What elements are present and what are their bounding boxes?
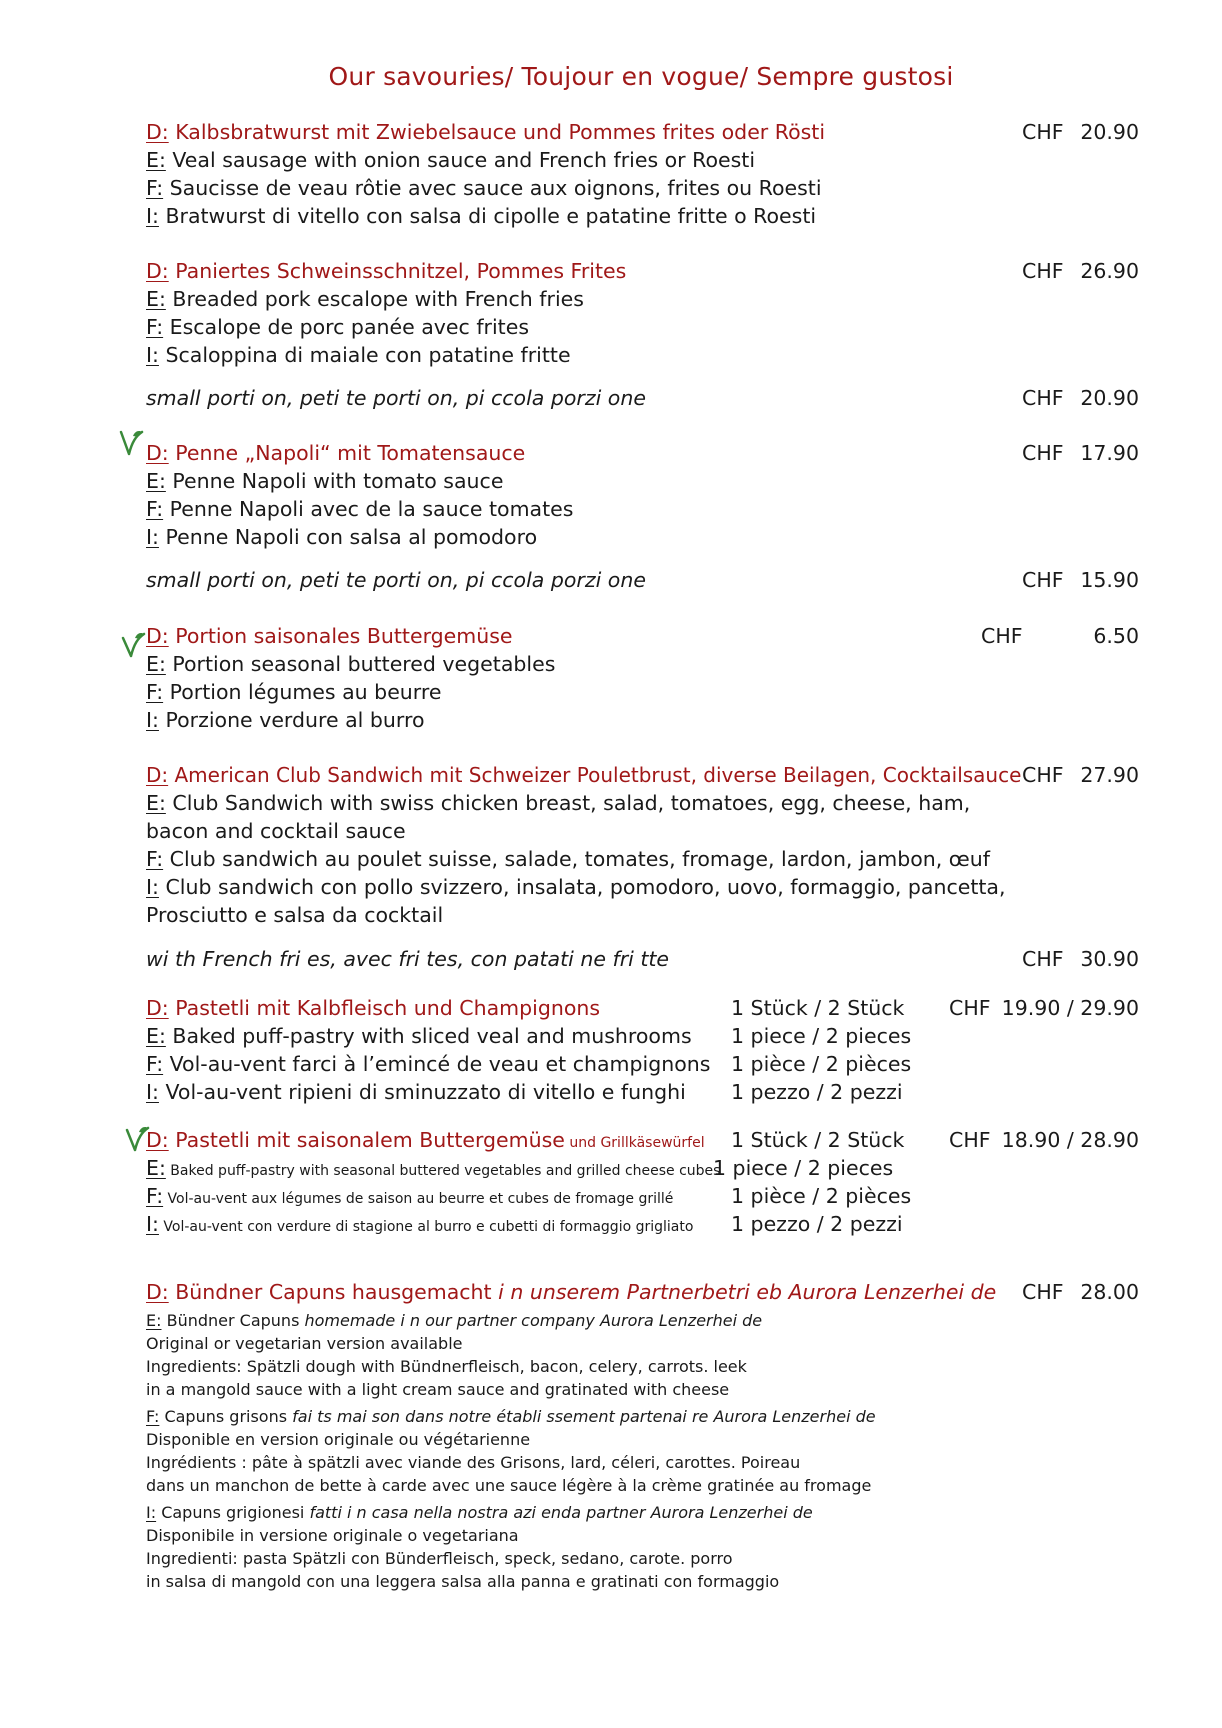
item-ingredients-en: Ingredients: Spätzli dough with Bündnerfleisch, bacon, celery, carrots. leek [146, 1357, 747, 1376]
item-name-de: D: American Club Sandwich mit Schweizer Pouletbrust, diverse Beilagen, Cocktailsauce [146, 763, 1022, 787]
item-name-de: D: Bündner Capuns hausgemacht i n unserem Partnerbetri eb Aurora Lenzerhei de [146, 1280, 997, 1304]
item-name-de: D: Kalbsbratwurst mit Zwiebelsauce und Pommes frites oder Rösti [146, 120, 826, 144]
quantity-de: 1 Stück / 2 Stück [731, 996, 905, 1020]
quantity-fr: 1 pièce / 2 pièces [731, 1052, 912, 1076]
item-name-fr: F: Capuns grisons fai ts mai son dans notre établi ssement partenai re Aurora Lenzerhei de [146, 1407, 876, 1426]
currency-label: CHF [1022, 386, 1064, 410]
item-name-it: I: Vol-au-vent ripieni di sminuzzato di vitello e funghi [146, 1080, 686, 1104]
item-name-en: E: Baked puff-pastry with seasonal buttered vegetables and grilled cheese cubes [146, 1156, 721, 1180]
item-name-en-cont: bacon and cocktail sauce [146, 819, 406, 843]
item-name-fr: F: Vol-au-vent aux légumes de saison au beurre et cubes de fromage grillé [146, 1184, 674, 1208]
currency-label: CHF [1022, 947, 1064, 971]
item-ingredients-en-cont: in a mangold sauce with a light cream sauce and gratinated with cheese [146, 1380, 730, 1399]
item-name-en: E: Bündner Capuns homemade i n our partner company Aurora Lenzerhei de [146, 1311, 763, 1330]
item-desc-fr: Disponible en version originale ou végétarienne [146, 1430, 531, 1449]
currency-label: CHF [1022, 120, 1064, 144]
vegetarian-leaf-icon [118, 428, 144, 456]
currency-label: CHF [981, 624, 1023, 648]
item-ingredients-it: Ingredienti: pasta Spätzli con Bünderfleisch, speck, sedano, carote. porro [146, 1549, 733, 1568]
item-price: 27.90 [1080, 763, 1139, 787]
item-name-it-cont: Prosciutto e salsa da cocktail [146, 903, 444, 927]
item-name-it: I: Vol-au-vent con verdure di stagione al burro e cubetti di formaggio grigliato [146, 1212, 694, 1236]
item-name-fr: F: Club sandwich au poulet suisse, salade, tomates, fromage, lardon, jambon, œuf [146, 847, 990, 871]
item-price: 20.90 [1080, 120, 1139, 144]
small-portion-price: 15.90 [1080, 568, 1139, 592]
item-name-fr: F: Saucisse de veau rôtie avec sauce aux oignons, frites ou Roesti [146, 176, 822, 200]
quantity-en: 1 piece / 2 pieces [713, 1156, 894, 1180]
item-name-it: I: Penne Napoli con salsa al pomodoro [146, 525, 538, 549]
item-price: 18.90 / 28.90 [1001, 1128, 1139, 1152]
currency-label: CHF [1022, 763, 1064, 787]
item-name-de: D: Portion saisonales Buttergemüse [146, 624, 513, 648]
item-desc-en: Original or vegetarian version available [146, 1334, 463, 1353]
quantity-it: 1 pezzo / 2 pezzi [731, 1212, 903, 1236]
currency-label: CHF [1022, 259, 1064, 283]
quantity-it: 1 pezzo / 2 pezzi [731, 1080, 903, 1104]
item-name-fr: F: Escalope de porc panée avec frites [146, 315, 530, 339]
item-price: 17.90 [1080, 441, 1139, 465]
item-name-en: E: Club Sandwich with swiss chicken breast, salad, tomatoes, egg, cheese, ham, [146, 791, 971, 815]
item-name-fr: F: Portion légumes au beurre [146, 680, 442, 704]
fries-option: wi th French fri es, avec fri tes, con patati ne fri tte [146, 947, 670, 971]
item-name-fr: F: Vol-au-vent farci à l’emincé de veau et champignons [146, 1052, 711, 1076]
item-name-de: D: Pastetli mit saisonalem Buttergemüse und Grillkäsewürfel [146, 1128, 705, 1152]
vegetarian-leaf-icon [120, 630, 146, 658]
item-price: 19.90 / 29.90 [1001, 996, 1139, 1020]
item-price: 26.90 [1080, 259, 1139, 283]
quantity-en: 1 piece / 2 pieces [731, 1024, 912, 1048]
item-price: 6.50 [1093, 624, 1139, 648]
item-name-it: I: Scaloppina di maiale con patatine fritte [146, 343, 571, 367]
item-name-en: E: Penne Napoli with tomato sauce [146, 469, 504, 493]
item-name-en: E: Baked puff-pastry with sliced veal and mushrooms [146, 1024, 692, 1048]
small-portion: small porti on, peti te porti on, pi ccola porzi one [146, 568, 646, 592]
fries-option-price: 30.90 [1080, 947, 1139, 971]
item-price: 28.00 [1080, 1280, 1139, 1304]
item-ingredients-fr-cont: dans un manchon de bette à carde avec une sauce légère à la crème gratinée au fromage [146, 1476, 872, 1495]
small-portion: small porti on, peti te porti on, pi ccola porzi one [146, 386, 646, 410]
page-title: Our savouries/ Toujour en vogue/ Sempre gustosi [328, 62, 954, 91]
item-name-de: D: Paniertes Schweinsschnitzel, Pommes Frites [146, 259, 627, 283]
item-name-de: D: Pastetli mit Kalbfleisch und Champignons [146, 996, 601, 1020]
currency-label: CHF [1022, 568, 1064, 592]
quantity-de: 1 Stück / 2 Stück [731, 1128, 905, 1152]
item-name-it: I: Porzione verdure al burro [146, 708, 425, 732]
currency-label: CHF [949, 996, 991, 1020]
currency-label: CHF [1022, 1280, 1064, 1304]
item-name-en: E: Veal sausage with onion sauce and French fries or Roesti [146, 148, 756, 172]
item-name-it: I: Club sandwich con pollo svizzero, insalata, pomodoro, uovo, formaggio, pancetta, [146, 875, 1006, 899]
item-name-fr: F: Penne Napoli avec de la sauce tomates [146, 497, 574, 521]
item-ingredients-fr: Ingrédients : pâte à spätzli avec viande des Grisons, lard, céleri, carottes. Poireau [146, 1453, 801, 1472]
currency-label: CHF [949, 1128, 991, 1152]
item-desc-it: Disponibile in versione originale o vegetariana [146, 1526, 519, 1545]
item-name-en: E: Breaded pork escalope with French fries [146, 287, 584, 311]
item-name-de: D: Penne „Napoli“ mit Tomatensauce [146, 441, 526, 465]
item-name-it: I: Bratwurst di vitello con salsa di cipolle e patatine fritte o Roesti [146, 204, 817, 228]
item-ingredients-it-cont: in salsa di mangold con una leggera salsa alla panna e gratinati con formaggio [146, 1572, 780, 1591]
currency-label: CHF [1022, 441, 1064, 465]
quantity-fr: 1 pièce / 2 pièces [731, 1184, 912, 1208]
item-name-it: I: Capuns grigionesi fatti i n casa nella nostra azi enda partner Aurora Lenzerhei de [146, 1503, 813, 1522]
small-portion-price: 20.90 [1080, 386, 1139, 410]
item-name-en: E: Portion seasonal buttered vegetables [146, 652, 556, 676]
